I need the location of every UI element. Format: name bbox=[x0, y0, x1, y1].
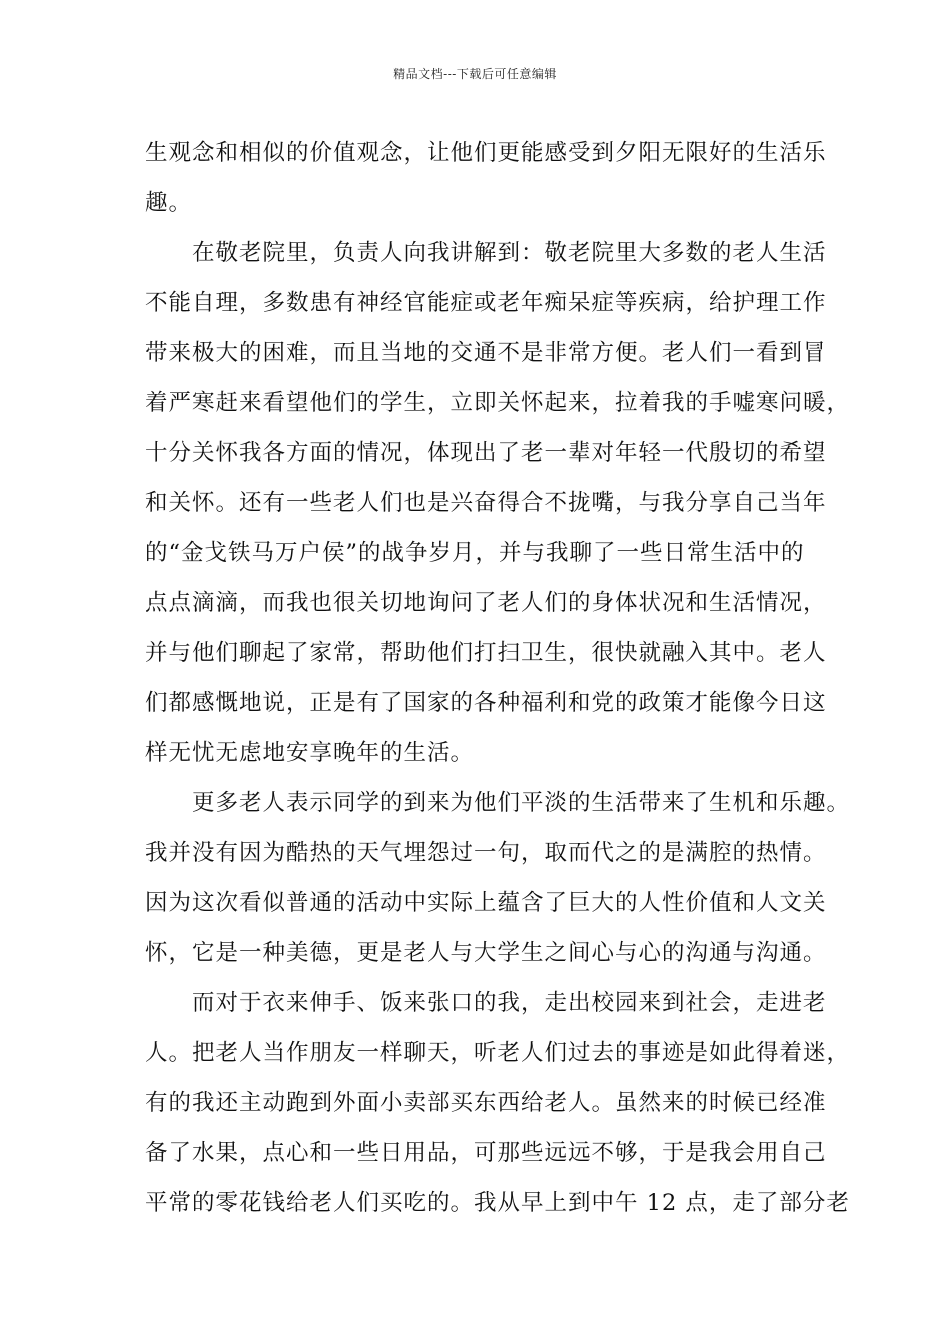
text-line: 平常的零花钱给老人们买吃的。我从早上到中午 12 点，走了部分老 bbox=[145, 1190, 850, 1216]
text-line: 人。把老人当作朋友一样聊天，听老人们过去的事迹是如此得着迷， bbox=[145, 1040, 851, 1066]
text-line: 因为这次看似普通的活动中实际上蕴含了巨大的人性价值和人文关 bbox=[145, 890, 827, 916]
text-line: 怀，它是一种美德，更是老人与大学生之间心与心的沟通与沟通。 bbox=[145, 940, 827, 966]
text-line: 趣。 bbox=[145, 190, 193, 216]
text-line: 和关怀。还有一些老人们也是兴奋得合不拢嘴，与我分享自己当年 bbox=[145, 490, 827, 516]
text-line: 带来极大的困难，而且当地的交通不是非常方便。老人们一看到冒 bbox=[145, 340, 827, 366]
text-line: 生观念和相似的价值观念，让他们更能感受到夕阳无限好的生活乐 bbox=[145, 140, 827, 166]
text-line: 备了水果，点心和一些日用品，可那些远远不够，于是我会用自己 bbox=[145, 1140, 827, 1166]
text-line: 我并没有因为酷热的天气埋怨过一句，取而代之的是满腔的热情。 bbox=[145, 840, 827, 866]
text-line: 十分关怀我各方面的情况，体现出了老一辈对年轻一代殷切的希望 bbox=[145, 440, 827, 466]
text-line: 着严寒赶来看望他们的学生，立即关怀起来，拉着我的手嘘寒问暖， bbox=[145, 390, 851, 416]
text-line: 点点滴滴，而我也很关切地询问了老人们的身体状况和生活情况， bbox=[145, 590, 827, 616]
paragraph-start-line: 而对于衣来伸手、饭来张口的我，走出校园来到社会，走进老 bbox=[192, 990, 827, 1016]
text-line: 有的我还主动跑到外面小卖部买东西给老人。虽然来的时候已经准 bbox=[145, 1090, 827, 1116]
paragraph-start-line: 在敬老院里，负责人向我讲解到：敬老院里大多数的老人生活 bbox=[192, 240, 827, 266]
text-line: 不能自理，多数患有神经官能症或老年痴呆症等疾病，给护理工作 bbox=[145, 290, 827, 316]
text-line: 们都感慨地说，正是有了国家的各种福利和党的政策才能像今日这 bbox=[145, 690, 827, 716]
text-line: 的“金戈铁马万户侯”的战争岁月，并与我聊了一些日常生活中的 bbox=[145, 540, 805, 566]
paragraph-start-line: 更多老人表示同学的到来为他们平淡的生活带来了生机和乐趣。 bbox=[192, 790, 851, 816]
text-line: 样无忧无虑地安享晚年的生活。 bbox=[145, 740, 475, 766]
text-line: 并与他们聊起了家常，帮助他们打扫卫生，很快就融入其中。老人 bbox=[145, 640, 827, 666]
page-header: 精品文档---下载后可任意编辑 bbox=[393, 67, 557, 81]
